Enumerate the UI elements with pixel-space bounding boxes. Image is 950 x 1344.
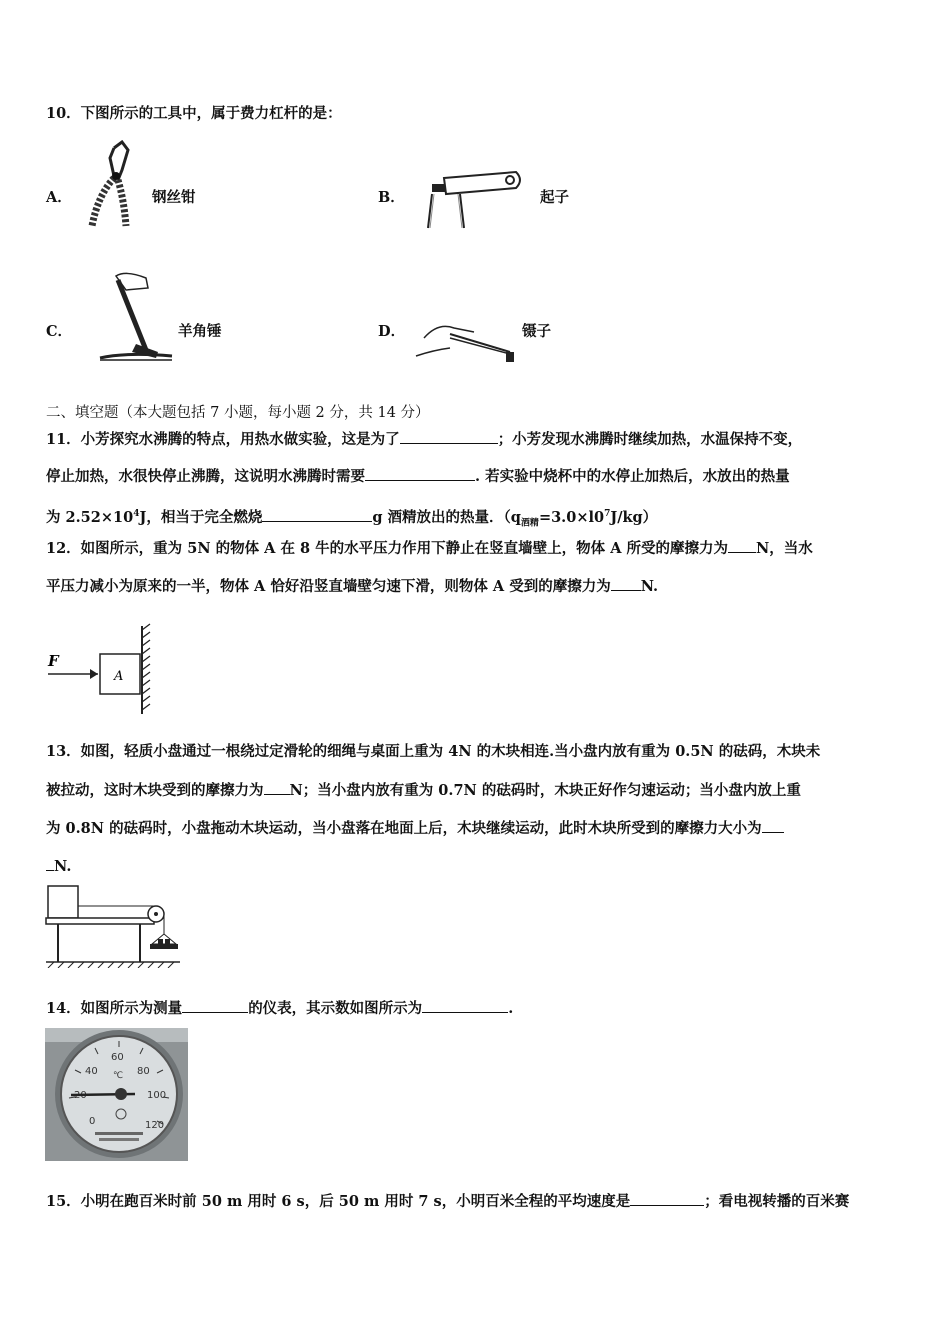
gauge-tick-40: 40 [85, 1066, 98, 1077]
q11-blank-2[interactable] [365, 466, 475, 481]
q13-line2: 被拉动，这时木块受到的摩擦力为 N；当小盘内放有重为 0.7N 的砝码时，木块正好作匀速运动；当小盘内放上重 [46, 782, 801, 799]
q10-option-a-letter: A． [46, 189, 72, 206]
q13-line3: 为 0.8N 的砝码时，小盘拖动木块运动，当小盘落在地面上后，木块继续运动，此时木块所受到的摩擦力大小为 [46, 818, 784, 839]
q10-option-b-letter: B． [378, 189, 405, 206]
q11-line1: 11．小芳探究水沸腾的特点，用热水做实验，这是为了 ；小芳发现水沸腾时继续加热，水温保持不变， [46, 431, 803, 448]
q13-line1: 13．如图，轻质小盘通过一根绕过定滑轮的细绳与桌面上重为 4N 的木块相连.当小盘内放有重为 0.5N 的砝码，木块未 [46, 743, 821, 760]
section-heading: 二、填空题（本大题包括 7 小题，每小题 2 分，共 14 分） [46, 405, 430, 421]
q11-blank-1[interactable] [400, 429, 498, 444]
q10-option-b-label: 起子 [540, 189, 569, 206]
q15-blank-1[interactable] [630, 1191, 704, 1206]
block-label: A [114, 669, 124, 684]
gauge-tick-60: 60 [111, 1052, 124, 1063]
claw-hammer-icon [96, 266, 176, 366]
wall-block-figure [44, 622, 164, 718]
bottle-opener-icon [420, 164, 530, 230]
tweezers-icon [414, 316, 518, 368]
pulley-table-figure [44, 882, 182, 968]
q10-option-c-label: 羊角锤 [178, 323, 222, 340]
q10-option-d-letter: D． [378, 323, 406, 340]
q12-blank-2[interactable] [611, 576, 641, 591]
gauge-tick-0: 0 [89, 1116, 96, 1127]
q10-option-a-label: 钢丝钳 [152, 189, 196, 206]
q11-blank-3[interactable] [262, 507, 372, 522]
q11-line3: 为 $2.52\times 10^4J$，相当于完全燃烧 g 酒精放出的热量．$(q_{酒精}=3.0\times l0^7J/kg)$ [46, 508, 658, 529]
q10-option-c-letter: C． [46, 323, 73, 340]
q13-blank-2[interactable] [762, 818, 784, 833]
q14-blank-2[interactable] [422, 998, 508, 1013]
thermometer-gauge-photo [45, 1028, 188, 1161]
q12-blank-1[interactable] [728, 538, 756, 553]
q10-stem: 10．下图所示的工具中，属于费力杠杆的是： [46, 105, 342, 122]
pliers-icon [84, 140, 144, 230]
q13-blank-1[interactable] [264, 780, 290, 795]
q12-line1: 12．如图所示，重为 5N 的物体 A 在 8 牛的水平压力作用下静止在竖直墙壁上，物体 A 所受的摩擦力为 N，当水 [46, 540, 813, 557]
force-label: F [48, 652, 59, 670]
q12-line2: 平压力减小为原来的一半，物体 A 恰好沿竖直墙壁匀速下滑，则物体 A 受到的摩擦力为 N. [46, 578, 659, 595]
gauge-tick-80: 80 [137, 1066, 150, 1077]
gauge-unit: ℃ [113, 1071, 124, 1081]
gauge-tick-100: 100 [147, 1090, 167, 1101]
q11-line2: 停止加热，水很快停止沸腾，这说明水沸腾时需要 . 若实验中烧杯中的水停止加热后，水放出的热量 [46, 468, 790, 485]
q15-line1: 15．小明在跑百米时前 50 m 用时 6 s，后 50 m 用时 7 s，小明百米全程的平均速度是 ；看电视转播的百米赛 [46, 1193, 850, 1210]
q14-line1: 14．如图所示为测量 的仪表，其示数如图所示为 . [46, 1000, 514, 1017]
gauge-tick-120: 120 [145, 1120, 165, 1131]
q13-line4: N. [46, 856, 71, 877]
q10-option-d-label: 镊子 [522, 323, 551, 340]
q14-blank-1[interactable] [182, 998, 248, 1013]
